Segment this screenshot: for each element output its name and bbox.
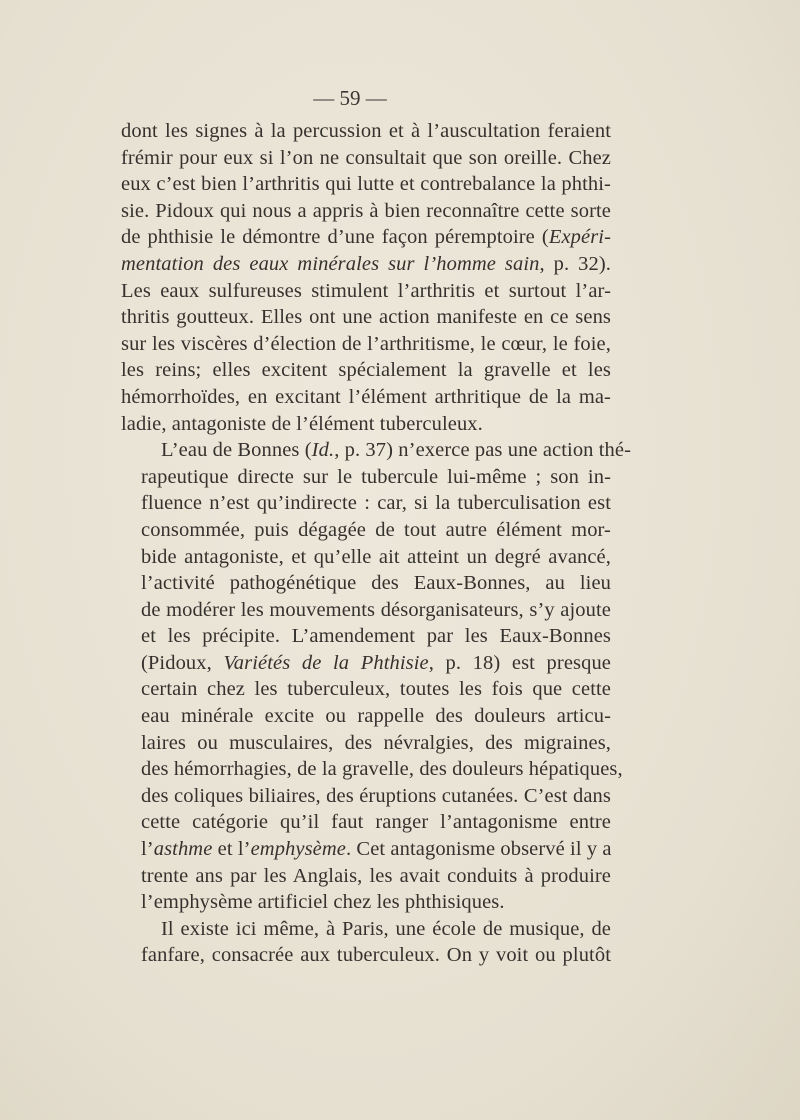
text-segment: et l’ [212,838,251,861]
page-number: — 59 — [313,86,387,110]
text-line: et les précipite. L’amendement par les Eaux-Bonnes [141,625,611,648]
text-line: trente ans par les Anglais, les avait conduits à produire [141,864,611,887]
text-line: bide antagoniste, et qu’elle ait atteint un degré avancé, [141,545,611,568]
text-segment: , p. 18) est presque [428,651,611,674]
text-line [121,251,611,278]
text-line: certain chez les tuberculeux, toutes les fois que cette [141,678,611,701]
text-line [121,224,611,251]
text-line: des coliques biliaires, des éruptions cutanées. C’est dans [141,784,611,807]
paragraph-1 [121,118,611,437]
text-segment: . Cet antagonisme observé il y a [345,838,612,861]
text-line: eau minérale excite ou rappelle des douleurs articu- [141,705,611,728]
text-line [121,650,611,677]
text-segment: L’eau de Bonnes ( [161,439,312,462]
text-line: de modérer les mouvements désorganisateurs, s’y ajoute [141,598,611,621]
text-line: ladie, antagoniste de l’élément tuberculeux. [121,412,483,435]
text-line: sur les viscères d’élection de l’arthritisme, le cœur, le foie, [121,332,611,355]
text-line: cette catégorie qu’il faut ranger l’antagonisme entre [141,811,611,834]
paragraph-3 [121,916,611,969]
text-line: rapeutique directe sur le tubercule lui-même ; son in- [141,465,611,488]
italic-segment: Id. [311,439,335,462]
text-line: fluence n’est qu’indirecte : car, si la tuberculisation est [141,492,611,515]
text-line: les reins; elles excitent spécialement la gravelle et les [121,359,611,382]
text-segment: , p. 37) n’exerce pas une action thé- [334,439,632,462]
italic-segment: Variétés de la Phthisie [223,651,429,674]
text-line: des hémorrhagies, de la gravelle, des douleurs hépatiques, [141,758,623,781]
italic-segment: asthme [153,838,213,861]
italic-segment: Expéri- [548,226,611,249]
text-line: l’activité pathogénétique des Eaux-Bonnes, au lieu [141,572,611,595]
italic-segment: emphysème [250,838,346,861]
text-line: fanfare, consacrée aux tuberculeux. On y voit ou plutôt [141,944,611,967]
text-line: Les eaux sulfureuses stimulent l’arthritis et surtout l’ar- [121,279,611,302]
text-segment: (Pidoux, [141,651,224,674]
body-text [121,118,632,969]
text-segment: de phthisie le démontre d’une façon péremptoire ( [121,226,549,249]
text-line [121,836,611,863]
text-line [121,437,632,464]
text-line: Il existe ici même, à Paris, une école de musique, de [161,917,611,940]
text-line: sie. Pidoux qui nous a appris à bien reconnaître cette sorte [121,199,611,222]
text-line: thritis goutteux. Elles ont une action manifeste en ce sens [121,306,611,329]
text-line: consommée, puis dégagée de tout autre élément mor- [141,518,611,541]
paragraph-2 [121,437,632,916]
text-line: hémorrhoïdes, en excitant l’élément arthritique de la ma- [121,385,611,408]
text-line: laires ou musculaires, des névralgies, des migraines, [141,731,611,754]
text-line: frémir pour eux si l’on ne consultait que son oreille. Chez [121,146,611,169]
text-line: l’emphysème artificiel chez les phthisiques. [141,891,505,914]
italic-segment: mentation des eaux minérales sur l’homme sain [121,252,540,275]
text-line: dont les signes à la percussion et à l’auscultation feraient [121,120,611,142]
text-segment: l’ [141,838,154,861]
text-line: eux c’est bien l’arthritis qui lutte et contrebalance la phthi- [121,173,611,196]
text-segment: , p. 32). [539,252,611,275]
